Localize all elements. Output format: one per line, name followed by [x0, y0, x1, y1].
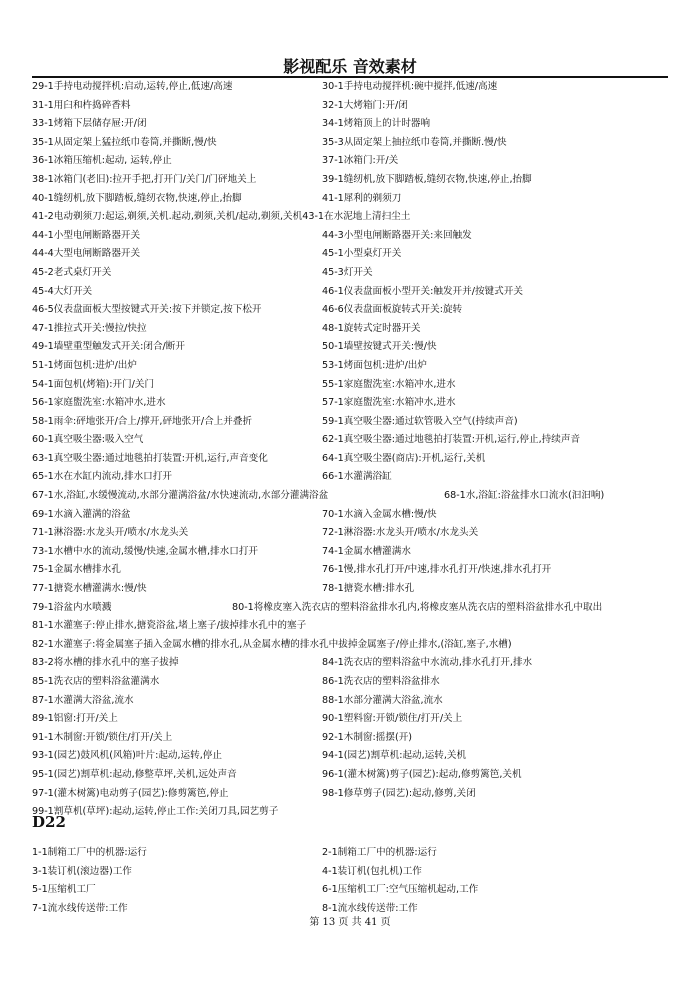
- entry-right: 48-1旋转式定时器开关: [322, 322, 421, 334]
- entry-right: 35-3从固定架上抽拉纸巾卷筒,并撕断.慢/快: [322, 136, 507, 148]
- entry-left: 38-1冰箱门(老旧):拉开手把,打开门/关门/门砰地关上: [32, 173, 257, 185]
- list-item: [32, 673, 672, 692]
- entry-right: 4-1装订机(包扎机)工作: [322, 865, 422, 877]
- list-item: [32, 487, 672, 506]
- entry-left: 69-1水滴入灌满的浴盆: [32, 508, 131, 520]
- entry-left: 82-1水灌塞子:将金属塞子插入金属水槽的排水孔,从金属水槽的排水孔中拔掉金属塞子/停止排水,(浴缸,塞子,水槽): [32, 638, 512, 650]
- list-item: [32, 78, 672, 97]
- list-item: [32, 394, 672, 413]
- entry-left: 73-1水槽中水的流动,缓慢/快速,金属水槽,排水口打开: [32, 545, 259, 557]
- entry-left: 7-1流水线传送带:工作: [32, 902, 128, 914]
- list-item: [32, 283, 672, 302]
- entry-right: 46-1仪表盘面板小型开关:触发开并/按键式开关: [322, 285, 523, 297]
- list-item: [32, 413, 672, 432]
- entry-left: 99-1割草机(草坪):起动,运转,停止工作:关闭刀具,园艺剪子: [32, 806, 279, 818]
- entry-right: 57-1家庭盥洗室:水箱冲水,进水: [322, 397, 456, 409]
- entry-left: 46-5仪表盘面板大型按键式开关:按下并锁定,按下松开: [32, 304, 262, 316]
- list-item: [32, 97, 672, 116]
- list-item: [32, 320, 672, 339]
- entry-left: 85-1洗衣店的塑料浴盆灌满水: [32, 676, 160, 687]
- entry-left: 97-1(灌木树篱)电动剪子(园艺):修剪篱笆,停止: [32, 787, 229, 799]
- entry-right: 8-1流水线传送带:工作: [322, 902, 418, 914]
- entry-left: 47-1推拉式开关:慢拉/快拉: [32, 322, 147, 334]
- entry-right: 44-3小型电闸断路器开关:来回触发: [322, 229, 472, 241]
- entry-right: 72-1淋浴器:水龙头开/喷水/水龙头关: [322, 527, 479, 539]
- entry-right: 32-1大烤箱门:开/闭: [322, 99, 408, 111]
- entry-left: 93-1(园艺)鼓风机(风箱)叶片:起动,运转,停止: [32, 750, 222, 762]
- entry-left: 63-1真空吸尘器:通过地毯拍打装置:开机,运行,声音变化: [32, 452, 268, 464]
- entry-left: 67-1水,浴缸,水缓慢流动,水部分灌满浴盆/水快速流动,水部分灌满浴盆: [32, 490, 329, 502]
- entry-list: [32, 78, 672, 822]
- list-item: [32, 431, 672, 450]
- list-item: [32, 338, 672, 357]
- entry-right: 50-1墙壁按键式开关:慢/快: [322, 341, 437, 353]
- list-item: [32, 171, 672, 190]
- list-item: [32, 506, 672, 525]
- entry-right: 80-1将橡皮塞入洗衣店的塑料浴盆排水孔内,将橡皮塞从洗衣店的塑料浴盆排水孔中取出: [232, 601, 603, 613]
- entry-left: 60-1真空吸尘器:吸入空气: [32, 434, 144, 446]
- entry-right: 86-1洗衣店的塑料浴盆排水: [322, 676, 440, 687]
- entry-left: 45-2老式桌灯开关: [32, 266, 112, 278]
- entry-left: 79-1浴盆内水喷溅: [32, 601, 112, 613]
- list-item: [32, 301, 672, 320]
- entry-left: 31-1用臼和杵捣碎香料: [32, 99, 131, 111]
- section-heading: D22: [32, 813, 66, 831]
- list-item: [32, 450, 672, 469]
- list-item: [32, 654, 672, 673]
- entry-left: 49-1墙壁重型触发式开关:闭合/断开: [32, 341, 185, 353]
- entry-left: 44-1小型电闸断路器开关: [32, 229, 141, 241]
- entry-right: 62-1真空吸尘器:通过地毯拍打装置:开机,运行,停止,持续声音: [322, 434, 581, 446]
- list-item: [32, 524, 672, 543]
- list-item: [32, 785, 672, 804]
- list-item: [32, 803, 672, 822]
- entry-right: 96-1(灌木树篱)剪子(园艺):起动,修剪篱笆,关机: [322, 768, 522, 780]
- entry-right: 78-1搪瓷水槽:排水孔: [322, 583, 415, 595]
- list-item: [32, 561, 672, 580]
- list-item: [32, 729, 672, 748]
- entry-right: 30-1手持电动搅拌机:碗中搅拌,低速/高速: [322, 81, 498, 92]
- entry-left: 71-1淋浴器:水龙头开/喷水/水龙头关: [32, 527, 189, 539]
- entry-right: 45-3灯开关: [322, 266, 373, 278]
- entry-left: 77-1搪瓷水槽灌满水:慢/快: [32, 583, 147, 595]
- entry-left: 44-4大型电闸断路器开关: [32, 248, 141, 260]
- entry-left: 56-1家庭盥洗室:水箱冲水,进水: [32, 397, 166, 409]
- entry-left: 36-1冰箱压缩机:起动, 运转,停止: [32, 155, 172, 167]
- entry-right: 53-1烤面包机:进炉/出炉: [322, 359, 427, 371]
- list-item: [32, 580, 672, 599]
- entry-right: 92-1木制窗:摇摆(开): [322, 731, 413, 743]
- entry-right: 64-1真空吸尘器(商店):开机,运行,关机: [322, 452, 486, 464]
- entry-left: 1-1制箱工厂中的机器:运行: [32, 847, 147, 858]
- entry-right: 70-1水滴入金属水槽:慢/快: [322, 508, 437, 520]
- entry-left: 83-2将水槽的排水孔中的塞子拔掉: [32, 657, 179, 669]
- list-item: [32, 245, 672, 264]
- entry-left: 65-1水在水缸内流动,排水口打开: [32, 471, 172, 483]
- list-item: [32, 208, 672, 227]
- entry-left: 81-1水灌塞子:停止排水,搪瓷浴盆,堵上塞子/拔掉排水孔中的塞子: [32, 620, 307, 632]
- entry-list-d22: [32, 844, 672, 918]
- list-item: [32, 115, 672, 134]
- entry-left: 35-1从固定架上猛拉纸巾卷筒,并撕断,慢/快: [32, 136, 217, 148]
- list-item: [32, 134, 672, 153]
- list-item: [32, 710, 672, 729]
- entry-right: 90-1塑料窗:开锁/锁住/打开/关上: [322, 713, 463, 725]
- list-item: [32, 376, 672, 395]
- entry-right: 2-1制箱工厂中的机器:运行: [322, 847, 437, 858]
- list-item: [32, 357, 672, 376]
- entry-left: 91-1木制窗:开锁/锁住/打开/关上: [32, 731, 173, 743]
- page-footer: 第 13 页 共 41 页: [309, 917, 391, 928]
- list-item: [32, 264, 672, 283]
- entry-right: 55-1家庭盥洗室:水箱冲水,进水: [322, 378, 456, 390]
- entry-right: 94-1(园艺)割草机:起动,运转,关机: [322, 750, 467, 762]
- entry-left: 29-1手持电动搅拌机:启动,运转,停止,低速/高速: [32, 81, 233, 92]
- entry-right: 34-1烤箱顶上的计时器响: [322, 118, 431, 130]
- entry-left: 41-2电动剃须刀:起运,剃须,关机.起动,剃须,关机/起动,剃须,关机43-1在水泥地上清扫尘土: [32, 211, 411, 223]
- entry-left: 87-1水灌满大浴盆,流水: [32, 694, 134, 706]
- entry-right: 84-1洗衣店的塑料浴盆中水流动,排水孔打开,排水: [322, 657, 533, 669]
- entry-right: 68-1水,浴缸:浴盆排水口流水(汩汩响): [444, 490, 605, 502]
- entry-right: 74-1金属水槽灌满水: [322, 545, 411, 557]
- entry-right: 66-1水灌满浴缸: [322, 471, 392, 483]
- entry-left: 89-1铝窗:打开/关上: [32, 713, 118, 725]
- list-item: [32, 599, 672, 618]
- entry-left: 75-1金属水槽排水孔: [32, 564, 121, 576]
- list-item: [32, 190, 672, 209]
- entry-left: 33-1烤箱下层储存屉:开/闭: [32, 118, 147, 130]
- entry-right: 37-1冰箱门:开/关: [322, 155, 399, 167]
- entry-right: 46-6仪表盘面板旋转式开关:旋转: [322, 304, 463, 316]
- entry-left: 5-1压缩机工厂: [32, 884, 96, 896]
- entry-right: 45-1小型桌灯开关: [322, 248, 402, 260]
- entry-left: 40-1缝纫机,放下脚踏板,缝纫衣物,快速,停止,抬脚: [32, 192, 242, 204]
- list-item: [32, 881, 672, 900]
- list-item: [32, 766, 672, 785]
- list-item: [32, 863, 672, 882]
- entry-left: 3-1装订机(滚边器)工作: [32, 865, 132, 877]
- list-item: [32, 543, 672, 562]
- entry-right: 39-1缝纫机,放下脚踏板,缝纫衣物,快速,停止,抬脚: [322, 173, 532, 185]
- entry-right: 98-1修草剪子(园艺):起动,修剪,关闭: [322, 787, 476, 799]
- list-item: [32, 636, 672, 655]
- page-title: 影视配乐 音效素材: [283, 57, 417, 76]
- list-item: [32, 844, 672, 863]
- entry-left: 54-1面包机(烤箱):开门/关门: [32, 378, 155, 390]
- list-item: [32, 692, 672, 711]
- list-item: [32, 747, 672, 766]
- entry-left: 58-1雨伞:砰地张开/合上/撑开,砰地张开/合上并叠折: [32, 415, 253, 427]
- entry-left: 51-1烤面包机:进炉/出炉: [32, 359, 137, 371]
- list-item: [32, 152, 672, 171]
- entry-left: 95-1(园艺)割草机:起动,修整草坪,关机,远处声音: [32, 768, 237, 780]
- list-item: [32, 617, 672, 636]
- list-item: [32, 468, 672, 487]
- entry-right: 59-1真空吸尘器:通过软管吸入空气(持续声音): [322, 415, 518, 427]
- entry-right: 6-1压缩机工厂:空气压缩机起动,工作: [322, 884, 479, 896]
- entry-right: 41-1犀利的剃须刀: [322, 192, 402, 204]
- entry-left: 45-4大灯开关: [32, 285, 93, 297]
- entry-right: 76-1慢,排水孔打开/中速,排水孔打开/快速,排水孔打开: [322, 564, 552, 576]
- entry-right: 88-1水部分灌满大浴盆,流水: [322, 694, 443, 706]
- list-item: [32, 227, 672, 246]
